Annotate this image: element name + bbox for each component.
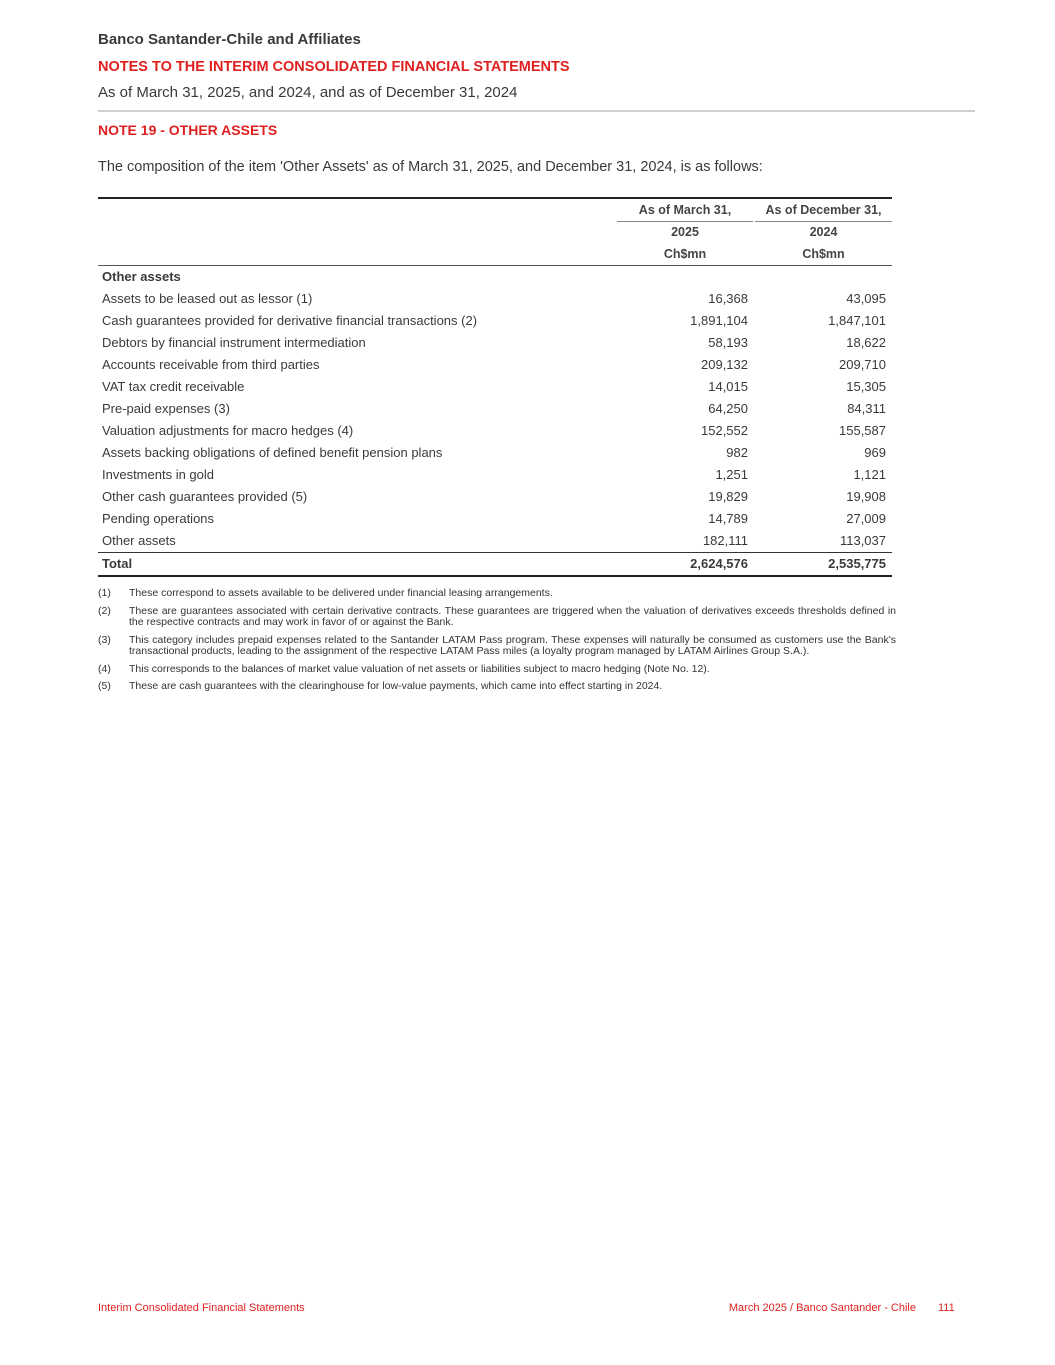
col2-header-unit: Ch$mn <box>802 247 845 261</box>
row-value-2024: 43,095 <box>846 291 886 306</box>
table-row <box>98 508 892 530</box>
row-value-2025: 1,891,104 <box>690 313 748 328</box>
col2-header-rule <box>755 221 892 222</box>
row-label: Valuation adjustments for macro hedges (4) <box>102 423 354 438</box>
row-label: Other assets <box>102 533 176 548</box>
company-name: Banco Santander-Chile and Affiliates <box>98 31 361 48</box>
col2-header-year: 2024 <box>809 225 838 239</box>
other-assets-table <box>98 197 892 577</box>
row-value-2024: 1,121 <box>853 467 886 482</box>
row-label: Other cash guarantees provided (5) <box>102 489 308 504</box>
footnotes <box>98 588 896 699</box>
col1-header-year: 2025 <box>671 225 699 239</box>
row-label: Cash guarantees provided for derivative financial transactions (2) <box>102 313 478 328</box>
document-title: NOTES TO THE INTERIM CONSOLIDATED FINANCIAL STATEMENTS <box>98 59 570 75</box>
footer-right: March 2025 / Banco Santander - Chile <box>728 1302 916 1314</box>
row-value-2024: 84,311 <box>847 401 886 416</box>
row-label: Accounts receivable from third parties <box>102 357 320 372</box>
row-value-2024: 19,908 <box>846 489 886 504</box>
table-row <box>98 486 892 508</box>
row-value-2025: 14,789 <box>708 511 748 526</box>
table-row <box>98 530 892 552</box>
col1-header-rule <box>617 221 753 222</box>
footnote-text: These correspond to assets available to be delivered under financial leasing arrangements. <box>129 587 553 599</box>
row-label: Pending operations <box>102 511 215 526</box>
footnote-text: These are guarantees associated with certain derivative contracts. These guarantees are triggered when the valuation of derivatives exceeds thresholds defined in the respective contracts and may work in favor of or against the Bank. <box>129 604 896 628</box>
footer-left: Interim Consolidated Financial Statements <box>98 1302 305 1314</box>
footnote-number: (5) <box>98 680 111 692</box>
table-row <box>98 376 892 398</box>
footnote <box>98 606 896 629</box>
col1-header-period: As of March 31, <box>638 203 732 217</box>
table-row <box>98 442 892 464</box>
row-label: VAT tax credit receivable <box>102 379 245 394</box>
footnote <box>98 664 896 676</box>
row-value-2024: 969 <box>864 445 886 460</box>
header-divider <box>98 110 975 112</box>
row-value-2024: 155,587 <box>839 423 886 438</box>
table-row <box>98 420 892 442</box>
footnote-number: (3) <box>98 633 111 646</box>
note-title: NOTE 19 - OTHER ASSETS <box>98 122 278 138</box>
footnote <box>98 681 896 693</box>
row-value-2025: 1,251 <box>715 467 748 482</box>
document-date: As of March 31, 2025, and 2024, and as of December 31, 2024 <box>98 84 518 101</box>
row-label: Investments in gold <box>102 467 215 482</box>
row-value-2024: 15,305 <box>846 379 886 394</box>
footnote <box>98 635 896 658</box>
section-label: Other assets <box>102 269 181 284</box>
table-row <box>98 288 892 310</box>
row-value-2025: 182,111 <box>702 533 748 548</box>
page-number: 111 <box>938 1302 955 1314</box>
footnote-text: These are cash guarantees with the clearinghouse for low-value payments, which came into effect starting in 2024. <box>129 680 663 692</box>
row-value-2024: 1,847,101 <box>828 313 886 328</box>
row-value-2025: 209,132 <box>701 357 748 372</box>
row-value-2025: 19,829 <box>708 489 748 504</box>
table-header <box>98 199 892 265</box>
note-intro: The composition of the item 'Other Assets' as of March 31, 2025, and December 31, 2024, is as follows: <box>98 159 763 175</box>
row-value-2025: 14,015 <box>708 379 748 394</box>
row-value-2025: 982 <box>726 445 748 460</box>
table-row <box>98 464 892 486</box>
footnote-number: (4) <box>98 662 111 675</box>
footnote-number: (2) <box>98 604 111 617</box>
table-row <box>98 332 892 354</box>
row-value-2025: 64,250 <box>708 401 748 416</box>
row-label: Pre-paid expenses (3) <box>102 401 230 416</box>
row-label: Debtors by financial instrument intermediation <box>102 335 366 350</box>
table-row <box>98 310 892 332</box>
row-value-2025: 152,552 <box>701 423 748 438</box>
section-row <box>98 266 892 288</box>
row-value-2024: 113,037 <box>839 533 886 548</box>
row-value-2024: 27,009 <box>846 511 886 526</box>
row-value-2025: 58,193 <box>708 335 748 350</box>
row-value-2024: 209,710 <box>839 357 886 372</box>
row-value-2025: 16,368 <box>708 291 748 306</box>
total-label: Total <box>102 556 133 571</box>
table-row <box>98 398 892 420</box>
table-row <box>98 354 892 376</box>
row-value-2024: 18,622 <box>846 335 886 350</box>
footnote-text: This corresponds to the balances of market value valuation of net assets or liabilities subject to macro hedging (Note No. 12). <box>129 662 710 675</box>
row-label: Assets to be leased out as lessor (1) <box>102 291 313 306</box>
row-label: Assets backing obligations of defined benefit pension plans <box>102 445 443 460</box>
footnote-number: (1) <box>98 587 111 599</box>
col1-header-unit: Ch$mn <box>663 247 707 261</box>
total-row <box>98 552 892 577</box>
col2-header-period: As of December 31, <box>765 203 882 217</box>
total-value-2025: 2,624,576 <box>690 556 748 571</box>
footnote-text: This category includes prepaid expenses related to the Santander LATAM Pass program. These expenses will naturally be consumed as customers use the Bank's transactional products, leading to the assignment of the respective LATAM Pass miles (a loyalty program managed by LATAM Airlines Group S.A.). <box>129 633 896 657</box>
table-body <box>98 288 892 552</box>
footnote <box>98 588 896 600</box>
total-value-2024: 2,535,775 <box>828 556 886 571</box>
